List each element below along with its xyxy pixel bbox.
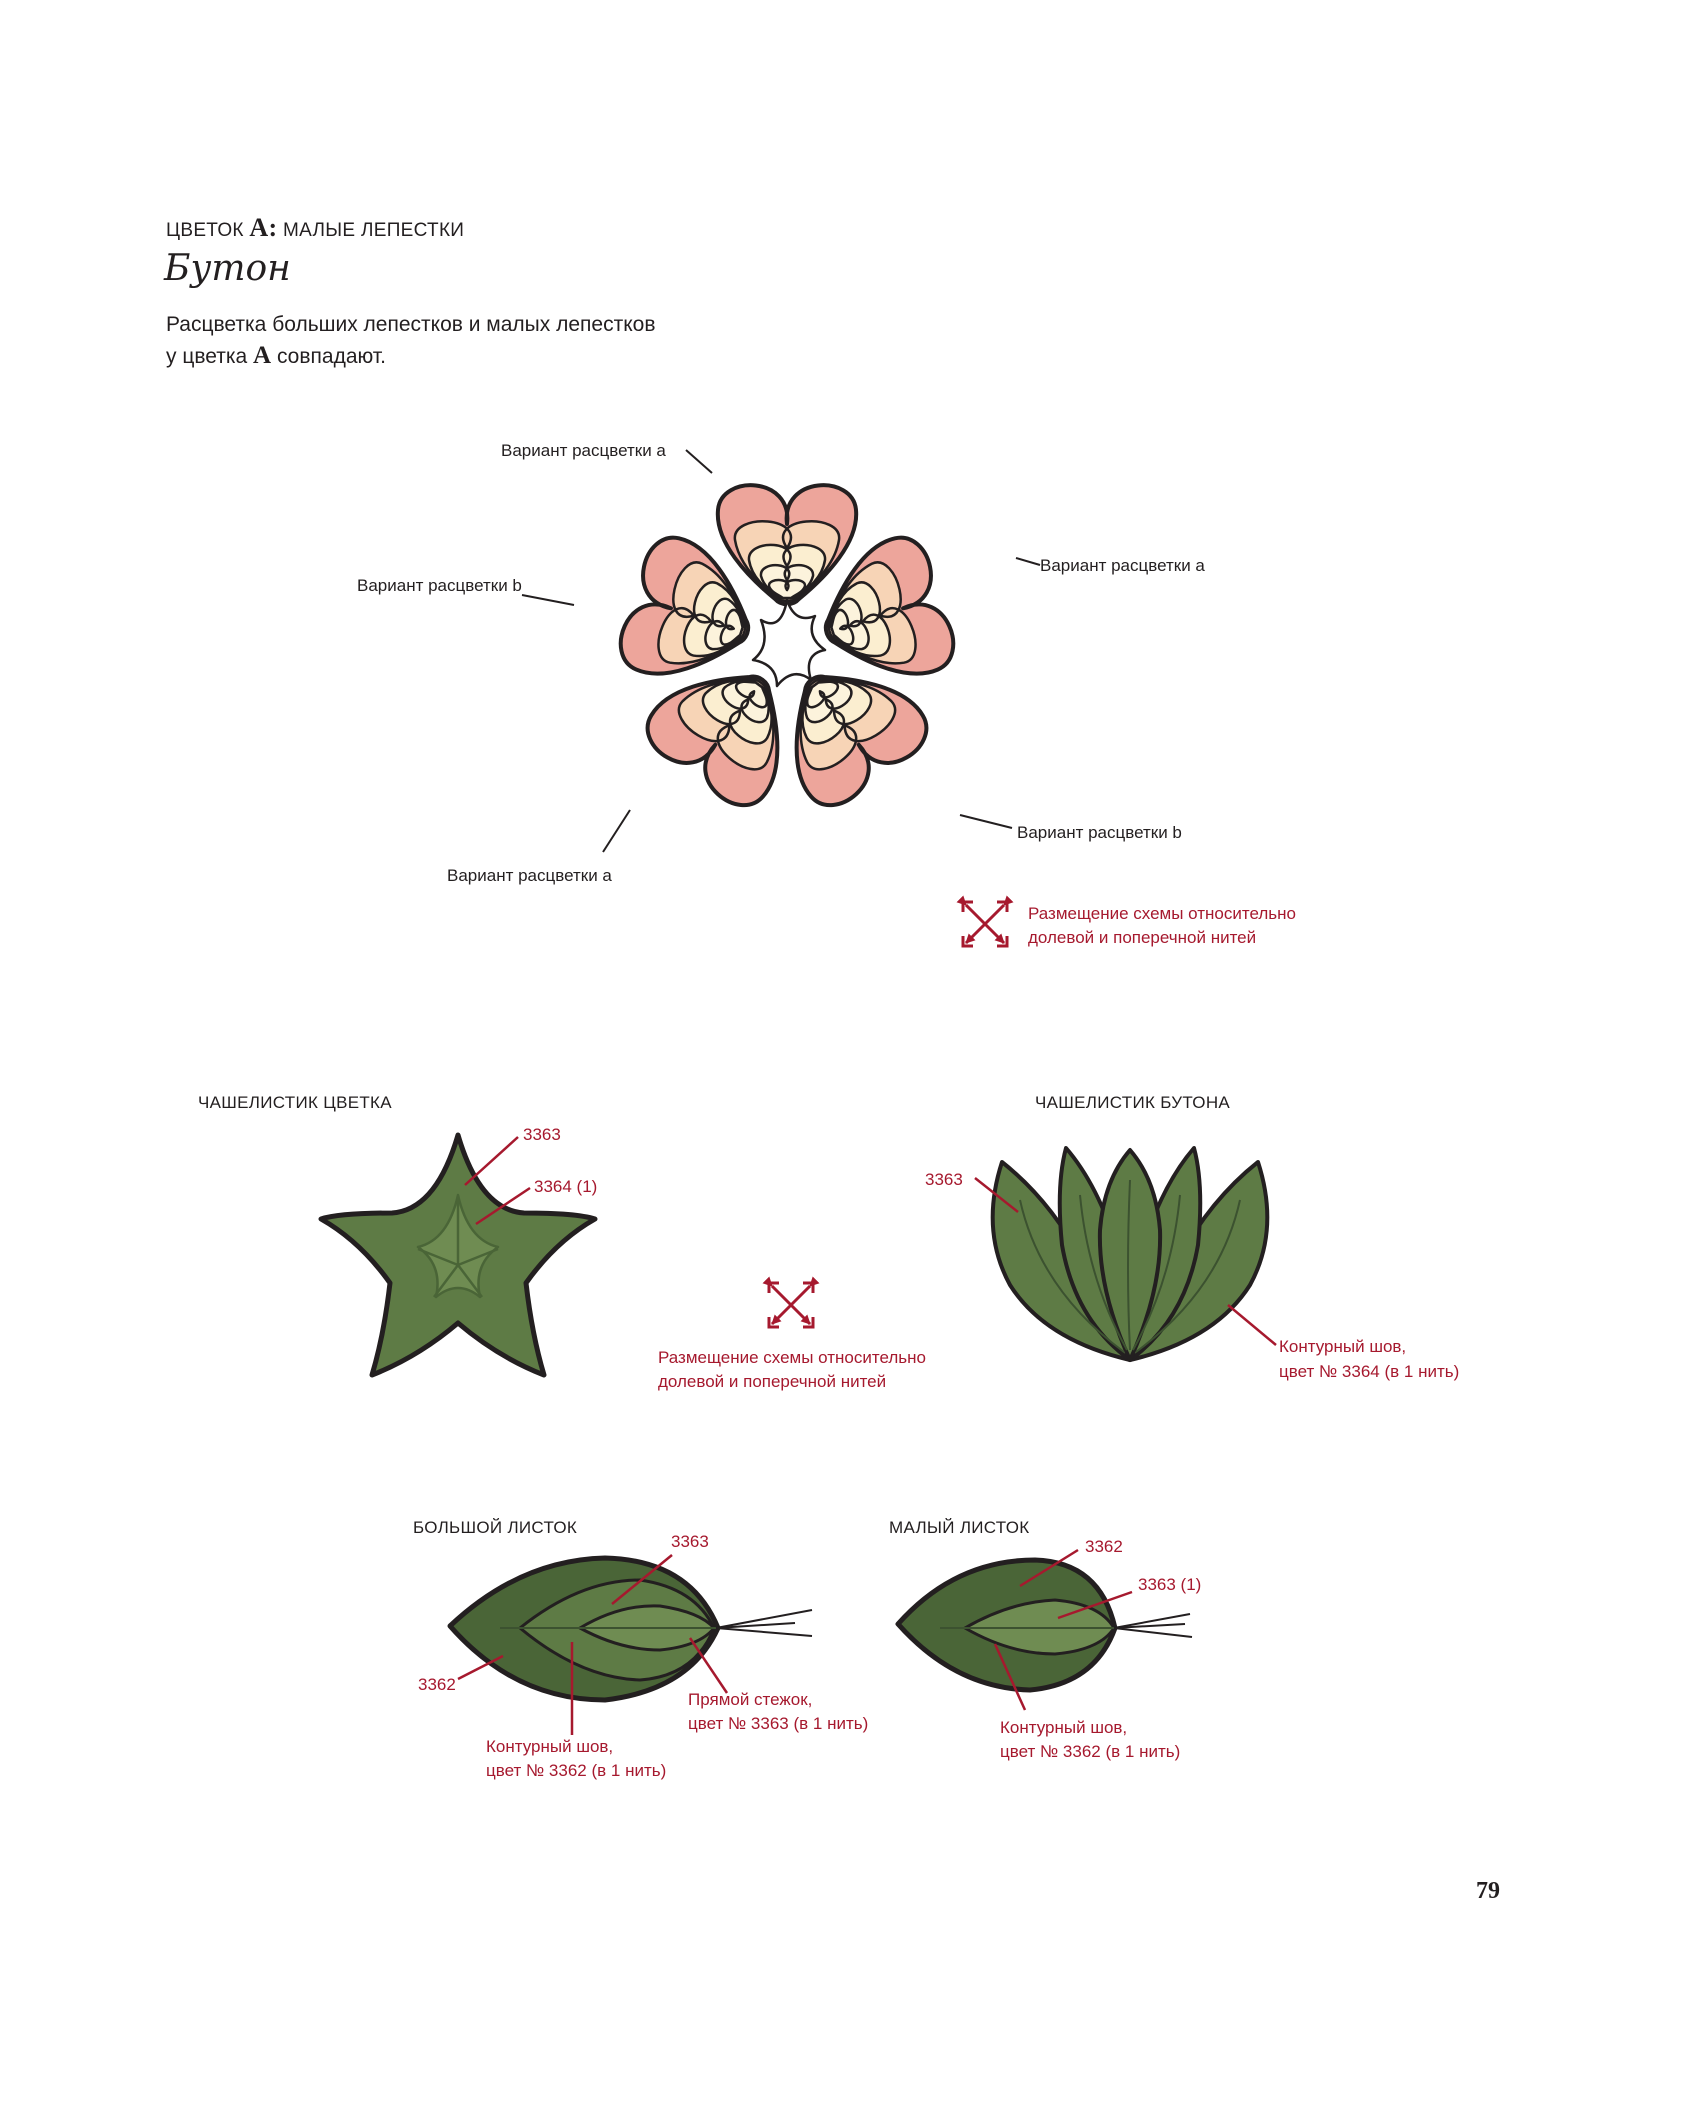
intro-line-2-end: совпадают.	[271, 345, 386, 368]
flower-petals	[613, 485, 962, 817]
bud-sepal-note-1: Контурный шов,	[1279, 1337, 1407, 1356]
section-suffix: МАЛЫЕ ЛЕПЕСТКИ	[277, 220, 465, 241]
bud-sepal-note-2: цвет № 3364 (в 1 нить)	[1279, 1362, 1460, 1381]
sepal-grain-line-1: Размещение схемы относительно	[658, 1348, 926, 1367]
big-leaf-note-b-1: Контурный шов,	[486, 1737, 614, 1756]
big-leaf-diagram	[450, 1558, 812, 1700]
grain-direction-icon	[963, 902, 1007, 946]
flower-label-top: Вариант расцветки a	[501, 441, 666, 460]
flower-sepal-diagram	[321, 1135, 598, 1375]
flower-label-right: Вариант расцветки a	[1040, 556, 1205, 575]
small-leaf-code-top: 3362	[1085, 1537, 1123, 1556]
small-leaf-note-1: Контурный шов,	[1000, 1718, 1128, 1737]
flower-sepal-code-2: 3364 (1)	[534, 1177, 598, 1196]
small-leaf-code-right: 3363 (1)	[1138, 1575, 1202, 1594]
flower-label-bottom-left: Вариант расцветки a	[447, 866, 612, 885]
big-leaf-note-a-1: Прямой стежок,	[688, 1690, 813, 1709]
section-prefix: ЦВЕТОК	[166, 220, 250, 241]
small-leaf-note-2: цвет № 3362 (в 1 нить)	[1000, 1742, 1181, 1761]
intro-line-2-start: у цветка	[166, 345, 254, 368]
big-leaf-note-a-2: цвет № 3363 (в 1 нить)	[688, 1714, 869, 1733]
intro-letter: A	[253, 342, 272, 369]
flower-label-left: Вариант расцветки b	[357, 576, 522, 595]
big-leaf-code-left: 3362	[418, 1675, 456, 1694]
intro-line-1: Расцветка больших лепестков и малых лепестков	[166, 313, 656, 336]
grain-direction-icon	[769, 1283, 813, 1327]
flower-center	[753, 600, 825, 686]
flower-sepal-title: ЧАШЕЛИСТИК ЦВЕТКА	[198, 1093, 392, 1112]
big-leaf-note-b-2: цвет № 3362 (в 1 нить)	[486, 1761, 667, 1780]
flower-label-bottom-right: Вариант расцветки b	[1017, 823, 1182, 842]
big-leaf-code-top: 3363	[671, 1532, 709, 1551]
page-title: Бутон	[164, 248, 291, 289]
flower-diagram	[613, 485, 962, 817]
bud-sepal-title: ЧАШЕЛИСТИК БУТОНА	[1035, 1093, 1231, 1112]
flower-sepal-code-1: 3363	[523, 1125, 561, 1144]
section-letter: A:	[249, 213, 278, 242]
flower-grain-line-1: Размещение схемы относительно	[1028, 904, 1296, 923]
sepal-grain-line-2: долевой и поперечной нитей	[658, 1372, 887, 1391]
flower-grain-line-2: долевой и поперечной нитей	[1028, 928, 1257, 947]
page-number: 79	[1476, 1878, 1500, 1904]
small-leaf-title: МАЛЫЙ ЛИСТОК	[889, 1518, 1030, 1537]
big-leaf-title: БОЛЬШОЙ ЛИСТОК	[413, 1518, 578, 1537]
bud-sepal-code: 3363	[925, 1170, 963, 1189]
